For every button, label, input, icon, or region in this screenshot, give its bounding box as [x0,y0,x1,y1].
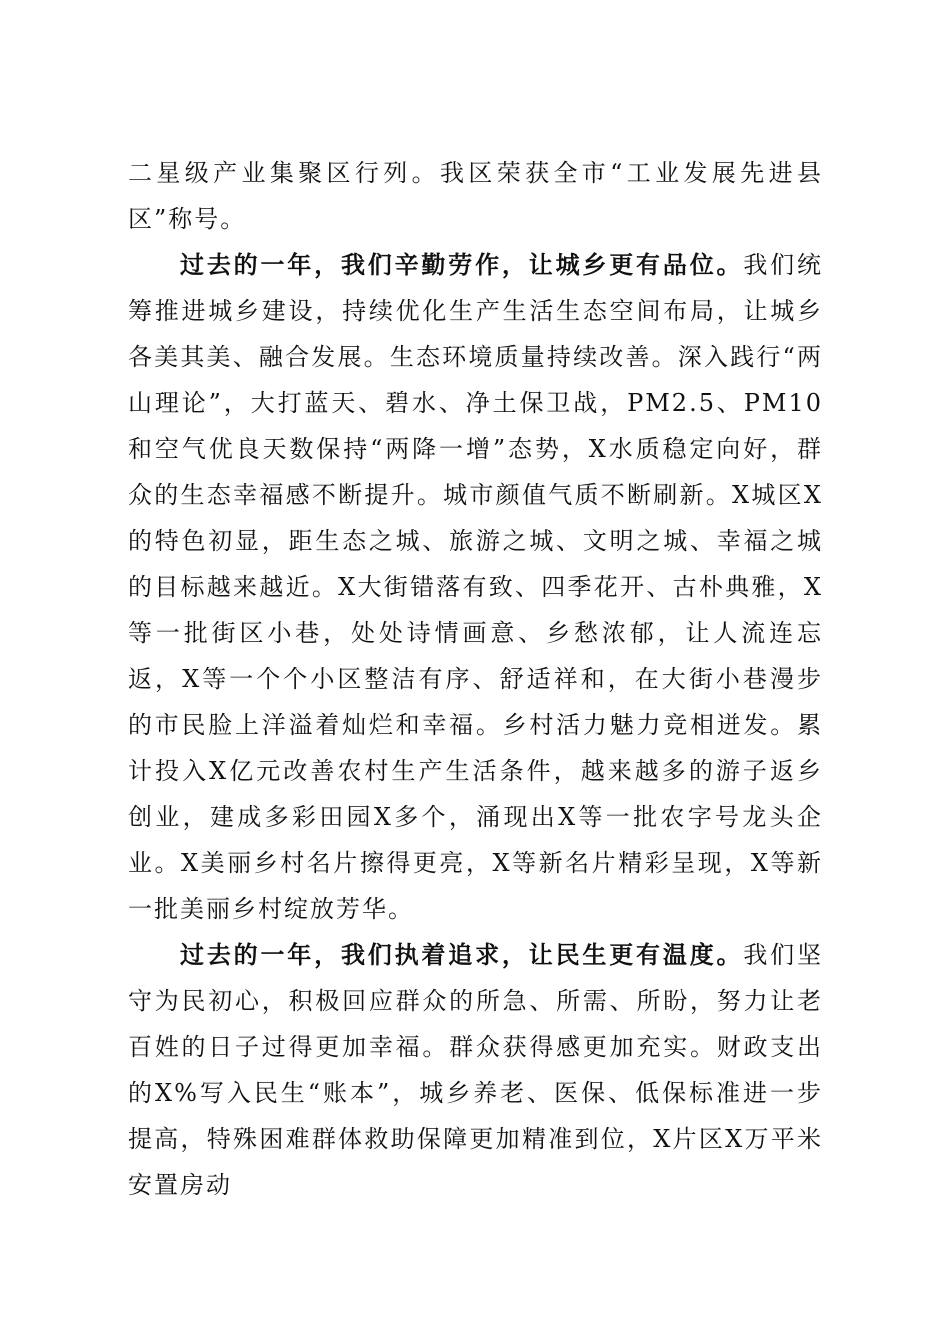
paragraph-text: 二星级产业集聚区行列。我区荣获全市“工业发展先进县区”称号。 [128,159,823,233]
document-body [128,150,823,1208]
paragraph-text: 我们统筹推进城乡建设，持续优化生产生活生态空间布局，让城乡各美其美、融合发展。生态环境质量持续改善。深入践行“两山理论”，大打蓝天、碧水、净土保卫战，PM2.5、PM10和空气优良天数保持“两降一增”态势，X水质稳定向好，群众的生态幸福感不断提升。城市颜值气质不断刷新。X城区X的特色初显，距生态之城、旅游之城、文明之城、幸福之城的目标越来越近。X大街错落有致、四季花开、古朴典雅，X等一批街区小巷，处处诗情画意、乡愁浓郁，让人流连忘返，X等一个个小区整洁有序、舒适祥和，在大街小巷漫步的市民脸上洋溢着灿烂和幸福。乡村活力魅力竞相迸发。累计投入X亿元改善农村生产生活条件，越来越多的游子返乡创业，建成多彩田园X多个，涌现出X等一批农字号龙头企业。X美丽乡村名片擦得更亮，X等新名片精彩呈现，X等新一批美丽乡村绽放芳华。 [128,251,824,923]
paragraph-lead-sentence: 过去的一年，我们辛勤劳作，让城乡更有品位。 [180,250,744,279]
paragraph-livelihood [128,932,823,1208]
paragraph-text: 我们坚守为民初心，积极回应群众的所急、所需、所盼，努力让老百姓的日子过得更加幸福。群众获得感更加充实。财政支出的X%写入民生“账本”，城乡养老、医保、低保标准进一步提高，特殊困难群体救助保障更加精准到位，X片区X万平米安置房动 [128,941,824,1199]
paragraph-urban-rural [128,242,823,932]
paragraph-lead-sentence: 过去的一年，我们执着追求，让民生更有温度。 [180,940,744,969]
paragraph-continuation [128,150,823,242]
